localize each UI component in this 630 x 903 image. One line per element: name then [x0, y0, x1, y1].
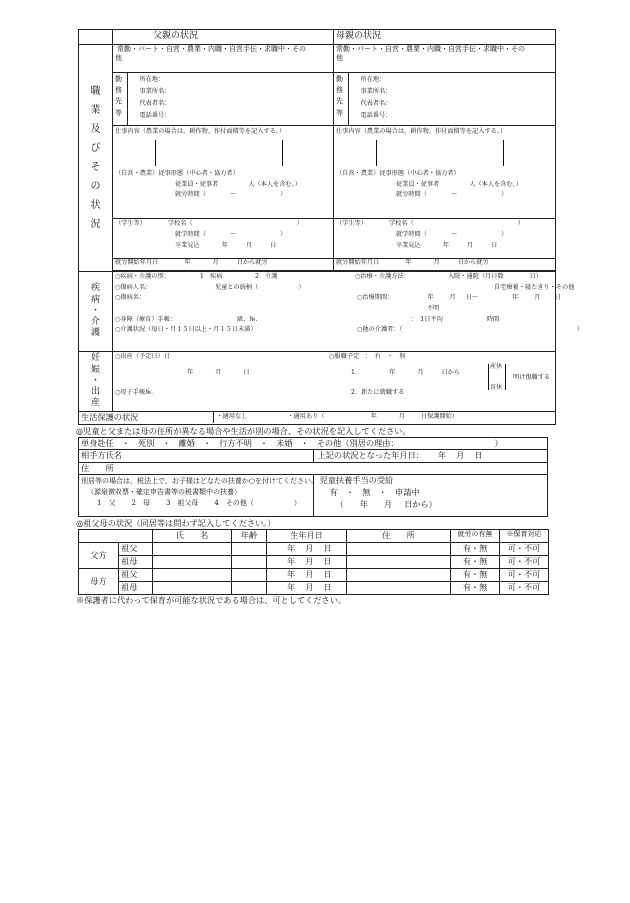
gp-address-cell[interactable]: [347, 543, 451, 556]
mother-work-bracket[interactable]: [376, 140, 504, 166]
gp-header-care: ※保育対応: [500, 530, 549, 543]
gp-care-cell[interactable]: 可・不可: [500, 556, 549, 569]
gp-work-cell[interactable]: 有・無: [451, 543, 500, 556]
mother-work-content[interactable]: 仕事内容（農業の場合は、耕作物、作付面積等を記入する。） （自営・農業）従事形態（中心者・協力者） 従業員・従事者 人（本人を含む。） 就労時間（ ～ ）: [334, 126, 556, 219]
father-student[interactable]: （学生等） 学校名（ ） 就学時間（ ～ ） 卒業見込 年 月 日: [113, 219, 334, 259]
mother-student[interactable]: （学生等） 学校名（ ） 就学時間（ ～ ） 卒業見込 年 月 日: [334, 219, 556, 259]
grandparents-table: [78, 529, 549, 595]
father-rep-field[interactable]: 代表者名：: [139, 100, 171, 108]
residence-table: [78, 437, 548, 517]
gp-address-cell[interactable]: [347, 556, 451, 569]
mother-start-date[interactable]: 就労開始年月日 年 月 日から就労: [334, 259, 556, 271]
became-date-field[interactable]: 上記の状況となった年月日： 年 月 日: [313, 450, 548, 463]
table-row: 祖母 年 月 日 有・無 可・不可: [79, 582, 549, 595]
gp-address-cell[interactable]: [347, 569, 451, 582]
father-title: 父親の状況: [113, 30, 334, 45]
father-work-content[interactable]: 仕事内容（農業の場合は、耕作物、作付面積等を記入する。） （自営・農業）従事形態（中心者・協力者） 従業員・従事者 人（本人を含む。） 就労時間（ ～ ）: [113, 126, 334, 219]
dependents-section[interactable]: 別居等の場合は，税法上で，お子様はどなたの扶養か○を付けてください。 （源泉徴収票・確定申告書等の税書類中の扶養） 1 父 2 母 3 祖父母 4 その他（ ）: [79, 475, 314, 517]
gp-birth-cell[interactable]: 年 月 日: [267, 543, 347, 556]
gp-care-cell[interactable]: 可・不可: [500, 569, 549, 582]
father-address-field[interactable]: 所在地：: [139, 76, 165, 83]
mother-address-field[interactable]: 所在地：: [360, 76, 386, 83]
footer-note: ※保護者に代わって保育が可能な状況である場合は、可としてください。: [76, 595, 347, 606]
residence-address-field[interactable]: 住 所: [79, 463, 548, 475]
gp-name-cell[interactable]: [153, 582, 232, 595]
parent-status-table: [78, 29, 583, 425]
mother-company-field[interactable]: 事業所名：: [360, 88, 392, 96]
gp-header-birth: 生年月日: [267, 530, 347, 543]
mother-phone-field[interactable]: 電話番号：: [360, 112, 392, 120]
gp-work-cell[interactable]: 有・無: [451, 556, 500, 569]
mother-title: 母親の状況: [334, 30, 556, 45]
gp-name-cell[interactable]: [153, 543, 232, 556]
father-company-field[interactable]: 事業所名：: [139, 88, 171, 96]
illness-section[interactable]: ○疾病・介護の別： 1 疾病 2 介護 ○治療・介護方法： 入院・通院（月日数 日） ○傷病人名： 児童との続柄（ ） 自宅療養・寝たきり・その他 ○傷病名： ○治療期間： 年 月 日～ 年 月 日 不明 ○身障（療育）手帳： 級、№. ： 1日平均 時間 ○介護状況（毎日・月１５日以上・月１５日未満） ○他の介護者：（ ）: [113, 272, 556, 352]
gp-birth-cell[interactable]: 年 月 日: [267, 556, 347, 569]
residence-note: ◎児童と父または母の住所が異なる場合や生活が別の場合、その状況を記入してください。: [76, 426, 411, 436]
gp-address-cell[interactable]: [347, 582, 451, 595]
table-row: 祖母 年 月 日 有・無 可・不可: [79, 556, 549, 569]
illness-side-label: 疾 病 ・ 介 護: [79, 272, 113, 352]
gp-work-cell[interactable]: 有・無: [451, 582, 500, 595]
grandparents-note: ◎祖父母の状況（同居等は問わず記入してください。）: [76, 518, 276, 529]
mother-workplace: 勤 務 先 等 所在地： 事業所名： 代表者名： 電話番号：: [334, 73, 556, 126]
father-start-date[interactable]: 就労開始年月日 年 月 日から就労: [113, 259, 334, 271]
mother-rep-field[interactable]: 代表者名：: [360, 100, 392, 108]
gp-age-cell[interactable]: [232, 543, 267, 556]
application-form: [76, 29, 583, 606]
gp-header-blank: [79, 530, 153, 543]
gp-age-cell[interactable]: [232, 582, 267, 595]
welfare-row: [79, 412, 556, 425]
table-row: 父方 祖父 年 月 日 有・無 可・不可: [79, 543, 549, 556]
gp-header-work: 就労の有無: [451, 530, 500, 543]
gp-name-cell[interactable]: [153, 569, 232, 582]
gp-side-maternal: 母方: [79, 569, 119, 595]
occupation-side-label: 職 業 及 び そ の 状 況: [79, 45, 113, 272]
table-row: 母方 祖父 年 月 日 有・無 可・不可: [79, 569, 549, 582]
residence-options[interactable]: 単身赴任 ・ 死別 ・ 離婚 ・ 行方不明 ・ 未婚 ・ その他（別居の理由： ）: [79, 438, 548, 450]
gp-work-cell[interactable]: 有・無: [451, 569, 500, 582]
mother-job-types[interactable]: 常勤・パート・自営・農業・内職・自営手伝・求職中・その 他: [334, 45, 556, 73]
pregnancy-side-label: 妊 娠 ・ 出 産: [79, 352, 113, 412]
gp-age-cell[interactable]: [232, 569, 267, 582]
gp-care-cell[interactable]: 可・不可: [500, 582, 549, 595]
gp-care-cell[interactable]: 可・不可: [500, 543, 549, 556]
gp-header-address: 住 所: [347, 530, 451, 543]
welfare-label: 生活保護の状況: [79, 412, 213, 423]
gp-birth-cell[interactable]: 年 月 日: [267, 582, 347, 595]
father-phone-field[interactable]: 電話番号：: [139, 112, 171, 120]
gp-name-cell[interactable]: [153, 556, 232, 569]
gp-side-paternal: 父方: [79, 543, 119, 569]
father-work-bracket[interactable]: [155, 140, 283, 166]
father-workplace: 勤 務 先 等 所在地： 事業所名： 代表者名： 電話番号：: [113, 73, 334, 126]
gp-birth-cell[interactable]: 年 月 日: [267, 569, 347, 582]
pregnancy-section[interactable]: ○出産（予定日）日 ○服職予定 ： 有 ・ 無 年 月 日 1． 年 月 日から 産休 育休 明け復職する ○母子手帳№. 2．新たに就職する: [113, 352, 556, 412]
welfare-options[interactable]: ・適用なし ・適用あり（ 年 月 日保護開始）: [216, 413, 459, 420]
partner-name-field[interactable]: 相手方氏名: [79, 450, 314, 463]
gp-header-age: 年齢: [232, 530, 267, 543]
gp-header-name: 氏 名: [153, 530, 232, 543]
allowance-section[interactable]: 児童扶養手当の受給 有 ・ 無 ・ 申請中 （ 年 月 日から）: [313, 475, 548, 517]
gp-age-cell[interactable]: [232, 556, 267, 569]
father-job-types[interactable]: 常勤・パート・自営・農業・内職・自営手伝・求職中・その 他: [113, 45, 334, 73]
